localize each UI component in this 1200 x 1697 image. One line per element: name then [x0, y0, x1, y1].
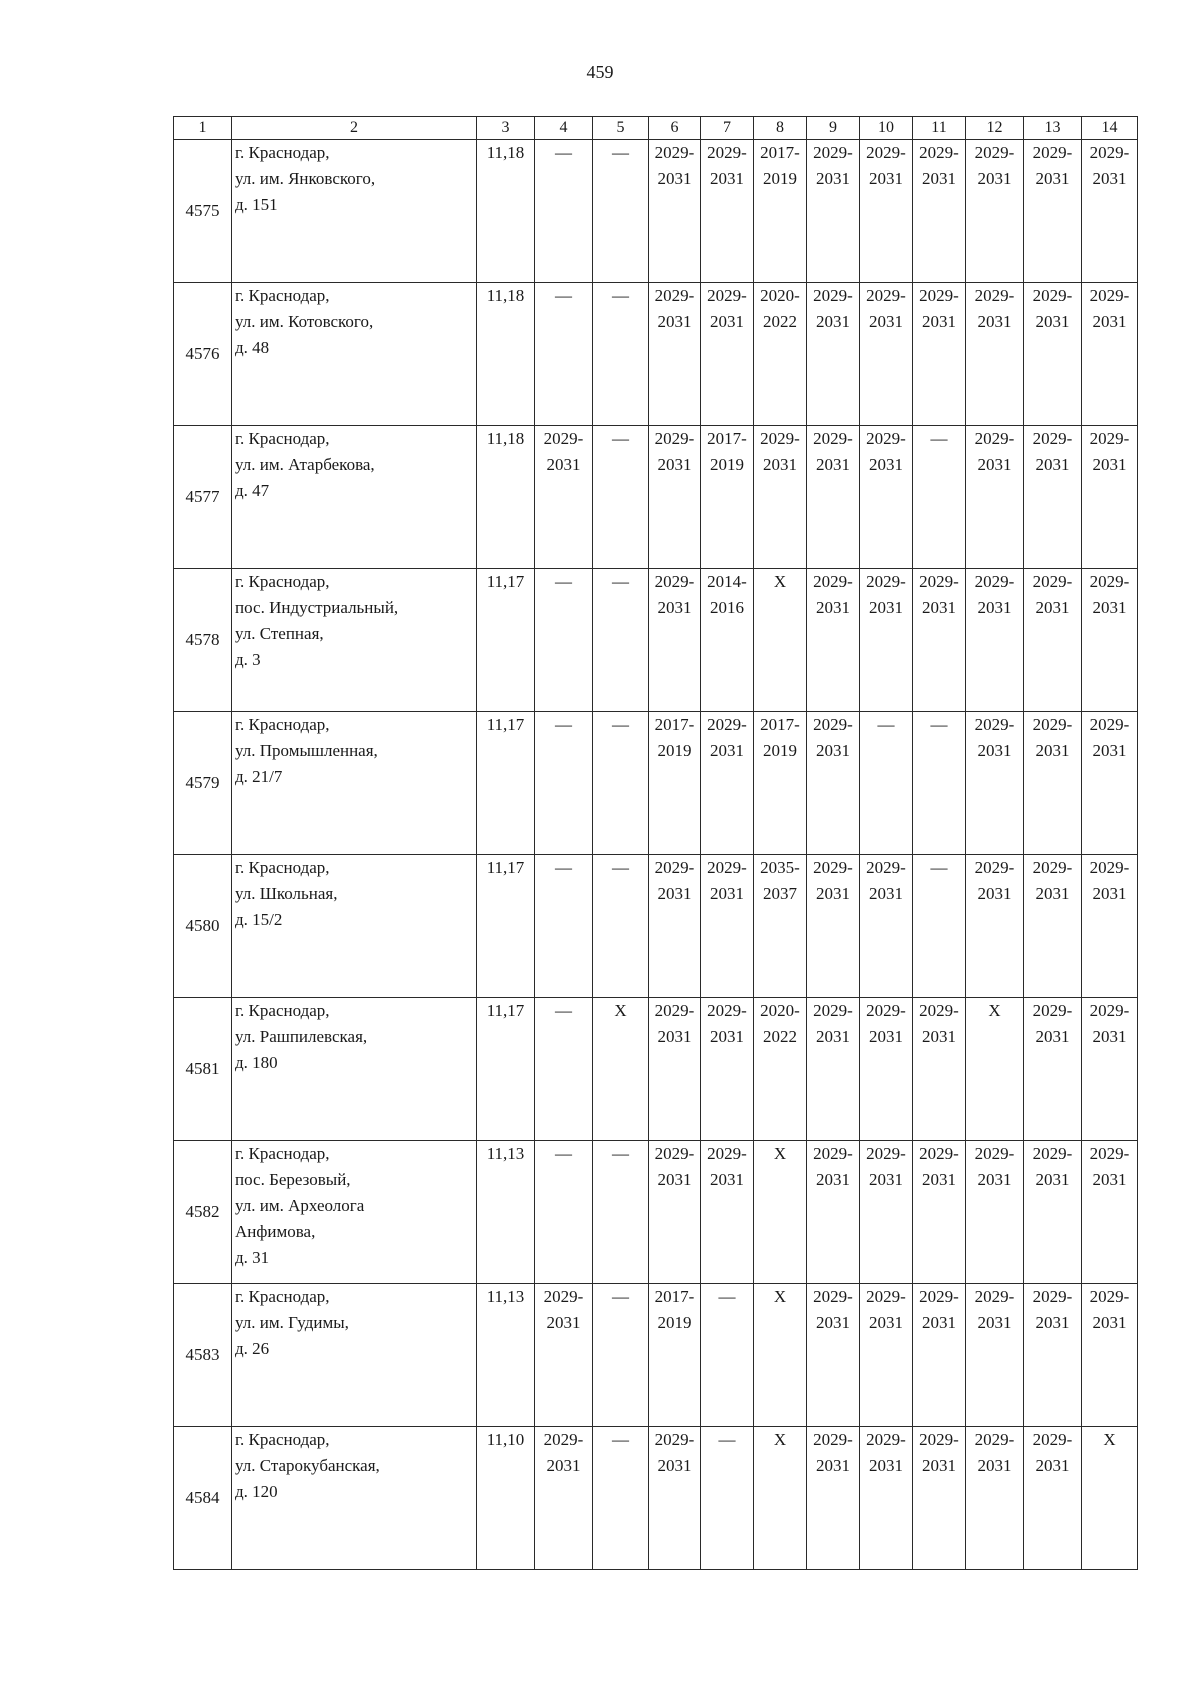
table-row [174, 569, 1138, 712]
column-header: 1 [174, 117, 232, 140]
period-cell: 2029- 2031 [966, 1427, 1024, 1570]
column-header: 14 [1082, 117, 1138, 140]
area-value-cell: 11,17 [477, 569, 535, 712]
column-header: 5 [593, 117, 649, 140]
header-row [174, 117, 1138, 140]
row-number: 4577 [174, 426, 232, 569]
area-value-cell: 11,17 [477, 855, 535, 998]
row-number: 4584 [174, 1427, 232, 1570]
period-cell: — [593, 1427, 649, 1570]
period-cell: X [966, 998, 1024, 1141]
period-cell: — [535, 569, 593, 712]
row-number: 4583 [174, 1284, 232, 1427]
period-cell: 2020- 2022 [754, 998, 807, 1141]
column-header: 9 [807, 117, 860, 140]
period-cell: 2029- 2031 [807, 283, 860, 426]
period-cell: 2029- 2031 [1082, 426, 1138, 569]
period-cell: — [913, 855, 966, 998]
area-value-cell: 11,18 [477, 283, 535, 426]
period-cell: 2029- 2031 [807, 1284, 860, 1427]
period-cell: 2029- 2031 [1024, 998, 1082, 1141]
period-cell: 2029- 2031 [807, 1427, 860, 1570]
period-cell: 2029- 2031 [1082, 998, 1138, 1141]
period-cell: 2029- 2031 [860, 998, 913, 1141]
period-cell: 2029- 2031 [966, 855, 1024, 998]
period-cell: 2029- 2031 [649, 998, 701, 1141]
period-cell: 2029- 2031 [1082, 140, 1138, 283]
address-cell: г. Краснодар, ул. Промышленная, д. 21/7 [232, 712, 477, 855]
period-cell: 2020- 2022 [754, 283, 807, 426]
period-cell: 2029- 2031 [649, 569, 701, 712]
period-cell: X [1082, 1427, 1138, 1570]
row-number: 4580 [174, 855, 232, 998]
column-header: 12 [966, 117, 1024, 140]
period-cell: — [593, 855, 649, 998]
area-value-cell: 11,17 [477, 998, 535, 1141]
period-cell: 2029- 2031 [807, 1141, 860, 1284]
period-cell: 2029- 2031 [535, 1284, 593, 1427]
row-number: 4575 [174, 140, 232, 283]
period-cell: 2029- 2031 [860, 855, 913, 998]
period-cell: 2017- 2019 [649, 712, 701, 855]
period-cell: 2029- 2031 [913, 1427, 966, 1570]
table-row [174, 140, 1138, 283]
period-cell: — [593, 426, 649, 569]
address-cell: г. Краснодар, ул. им. Гудимы, д. 26 [232, 1284, 477, 1427]
period-cell: 2017- 2019 [701, 426, 754, 569]
row-number: 4579 [174, 712, 232, 855]
row-number: 4578 [174, 569, 232, 712]
period-cell: 2029- 2031 [1024, 1141, 1082, 1284]
period-cell: 2029- 2031 [1024, 1427, 1082, 1570]
period-cell: 2029- 2031 [535, 426, 593, 569]
period-cell: 2029- 2031 [649, 140, 701, 283]
period-cell: 2029- 2031 [1082, 1141, 1138, 1284]
period-cell: 2029- 2031 [966, 283, 1024, 426]
period-cell: 2029- 2031 [1024, 855, 1082, 998]
period-cell: 2029- 2031 [966, 569, 1024, 712]
address-cell: г. Краснодар, ул. им. Атарбекова, д. 47 [232, 426, 477, 569]
area-value-cell: 11,13 [477, 1141, 535, 1284]
period-cell: 2029- 2031 [1082, 712, 1138, 855]
period-cell: 2029- 2031 [1024, 712, 1082, 855]
period-cell: 2029- 2031 [649, 1141, 701, 1284]
period-cell: 2017- 2019 [754, 140, 807, 283]
table-row [174, 855, 1138, 998]
period-cell: — [593, 1141, 649, 1284]
period-cell: 2029- 2031 [701, 140, 754, 283]
period-cell: — [593, 569, 649, 712]
period-cell: — [535, 283, 593, 426]
table-row [174, 998, 1138, 1141]
area-value-cell: 11,13 [477, 1284, 535, 1427]
table-row [174, 1141, 1138, 1284]
period-cell: 2029- 2031 [807, 998, 860, 1141]
period-cell: — [535, 998, 593, 1141]
period-cell: 2029- 2031 [966, 712, 1024, 855]
period-cell: 2029- 2031 [807, 426, 860, 569]
period-cell: X [754, 1141, 807, 1284]
period-cell: 2029- 2031 [1024, 426, 1082, 569]
period-cell: 2029- 2031 [649, 1427, 701, 1570]
address-cell: г. Краснодар, ул. Старокубанская, д. 120 [232, 1427, 477, 1570]
period-cell: 2029- 2031 [966, 140, 1024, 283]
column-header: 6 [649, 117, 701, 140]
area-value-cell: 11,10 [477, 1427, 535, 1570]
period-cell: X [754, 1427, 807, 1570]
period-cell: 2029- 2031 [807, 855, 860, 998]
area-value-cell: 11,17 [477, 712, 535, 855]
period-cell: 2029- 2031 [913, 283, 966, 426]
column-header: 2 [232, 117, 477, 140]
row-number: 4582 [174, 1141, 232, 1284]
area-value-cell: 11,18 [477, 426, 535, 569]
period-cell: 2029- 2031 [913, 1141, 966, 1284]
period-cell: 2029- 2031 [913, 998, 966, 1141]
table-row [174, 712, 1138, 855]
period-cell: 2029- 2031 [807, 569, 860, 712]
address-cell: г. Краснодар, ул. им. Котовского, д. 48 [232, 283, 477, 426]
period-cell: 2014- 2016 [701, 569, 754, 712]
period-cell: — [701, 1427, 754, 1570]
table-header [174, 117, 1138, 140]
period-cell: X [754, 569, 807, 712]
period-cell: X [754, 1284, 807, 1427]
period-cell: — [913, 426, 966, 569]
period-cell: — [913, 712, 966, 855]
period-cell: — [593, 1284, 649, 1427]
period-cell: 2029- 2031 [701, 998, 754, 1141]
column-header: 10 [860, 117, 913, 140]
period-cell: — [860, 712, 913, 855]
period-cell: 2029- 2031 [913, 1284, 966, 1427]
period-cell: 2029- 2031 [860, 1284, 913, 1427]
period-cell: 2029- 2031 [649, 283, 701, 426]
period-cell: 2029- 2031 [860, 283, 913, 426]
column-header: 7 [701, 117, 754, 140]
address-cell: г. Краснодар, пос. Березовый, ул. им. Археолога Анфимова, д. 31 [232, 1141, 477, 1284]
period-cell: 2029- 2031 [701, 283, 754, 426]
period-cell: 2029- 2031 [966, 1284, 1024, 1427]
area-value-cell: 11,18 [477, 140, 535, 283]
register-table [173, 116, 1138, 1570]
period-cell: 2029- 2031 [860, 140, 913, 283]
period-cell: — [535, 855, 593, 998]
address-cell: г. Краснодар, ул. Школьная, д. 15/2 [232, 855, 477, 998]
period-cell: — [535, 712, 593, 855]
period-cell: — [593, 712, 649, 855]
period-cell: — [593, 283, 649, 426]
page-number: 459 [586, 62, 614, 82]
period-cell: 2029- 2031 [1082, 283, 1138, 426]
column-header: 3 [477, 117, 535, 140]
period-cell: 2029- 2031 [1082, 569, 1138, 712]
table-row [174, 1427, 1138, 1570]
period-cell: 2029- 2031 [701, 1141, 754, 1284]
row-number: 4576 [174, 283, 232, 426]
period-cell: 2029- 2031 [701, 855, 754, 998]
column-header: 4 [535, 117, 593, 140]
period-cell: 2029- 2031 [649, 855, 701, 998]
address-cell: г. Краснодар, пос. Индустриальный, ул. Степная, д. 3 [232, 569, 477, 712]
period-cell: 2029- 2031 [860, 1141, 913, 1284]
period-cell: 2029- 2031 [860, 569, 913, 712]
period-cell: 2029- 2031 [1024, 283, 1082, 426]
period-cell: — [535, 140, 593, 283]
table-body [174, 140, 1138, 1570]
period-cell: 2029- 2031 [913, 569, 966, 712]
table-row [174, 1284, 1138, 1427]
period-cell: 2029- 2031 [860, 426, 913, 569]
period-cell: 2029- 2031 [754, 426, 807, 569]
row-number: 4581 [174, 998, 232, 1141]
period-cell: 2029- 2031 [966, 426, 1024, 569]
period-cell: 2029- 2031 [1024, 1284, 1082, 1427]
period-cell: 2017- 2019 [754, 712, 807, 855]
period-cell: 2017- 2019 [649, 1284, 701, 1427]
column-header: 13 [1024, 117, 1082, 140]
table-row [174, 283, 1138, 426]
address-cell: г. Краснодар, ул. Рашпилевская, д. 180 [232, 998, 477, 1141]
address-cell: г. Краснодар, ул. им. Янковского, д. 151 [232, 140, 477, 283]
period-cell: — [701, 1284, 754, 1427]
period-cell: 2029- 2031 [1082, 855, 1138, 998]
period-cell: 2029- 2031 [807, 140, 860, 283]
period-cell: — [535, 1141, 593, 1284]
period-cell: 2035- 2037 [754, 855, 807, 998]
period-cell: 2029- 2031 [1082, 1284, 1138, 1427]
period-cell: 2029- 2031 [649, 426, 701, 569]
period-cell: 2029- 2031 [1024, 140, 1082, 283]
period-cell: 2029- 2031 [860, 1427, 913, 1570]
table-row [174, 426, 1138, 569]
period-cell: 2029- 2031 [913, 140, 966, 283]
period-cell: 2029- 2031 [807, 712, 860, 855]
period-cell: 2029- 2031 [966, 1141, 1024, 1284]
period-cell: X [593, 998, 649, 1141]
column-header: 8 [754, 117, 807, 140]
period-cell: 2029- 2031 [1024, 569, 1082, 712]
period-cell: — [593, 140, 649, 283]
column-header: 11 [913, 117, 966, 140]
period-cell: 2029- 2031 [535, 1427, 593, 1570]
period-cell: 2029- 2031 [701, 712, 754, 855]
